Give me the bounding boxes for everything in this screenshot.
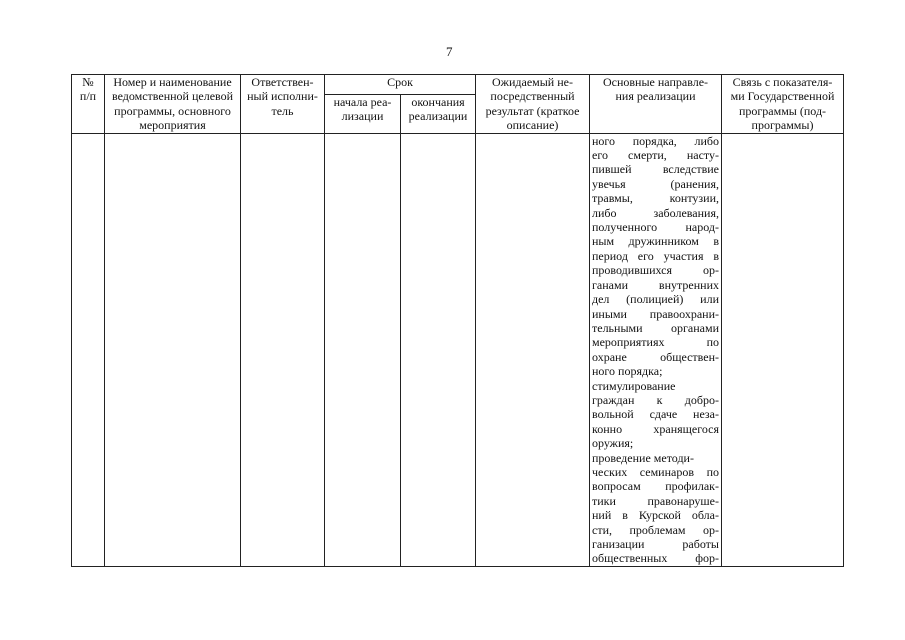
program-table — [71, 74, 844, 567]
directions-line: ганизации работы — [592, 537, 719, 551]
directions-line: конно хранящегося — [592, 421, 719, 436]
cell-term-start — [325, 133, 401, 566]
directions-line: тики правонаруше- — [592, 493, 719, 508]
cell-directions — [590, 133, 722, 566]
directions-line: вольной сдаче неза- — [592, 407, 719, 422]
directions-line: его смерти, насту- — [592, 148, 719, 163]
directions-line: вопросам профилак- — [592, 479, 719, 494]
cell-responsible — [241, 133, 325, 566]
directions-line: мероприятиях по — [592, 335, 719, 350]
directions-line: охране обществен- — [592, 349, 719, 364]
table-row — [72, 133, 844, 566]
header-row-1 — [72, 75, 844, 95]
directions-line: пившей вследствие — [592, 162, 719, 177]
directions-line: проведение методи- — [592, 450, 694, 465]
directions-line: увечья (ранения, — [592, 176, 719, 191]
cell-result — [476, 133, 590, 566]
directions-line: проводившихся ор- — [592, 263, 719, 278]
directions-line: дел (полицией) или — [592, 292, 719, 307]
header-directions: Основные направле- ния реализации — [590, 75, 722, 134]
directions-line: ным дружинником в — [592, 234, 719, 249]
directions-line: сти, проблемам ор- — [592, 522, 719, 537]
header-link: Связь с показателя- ми Государственной программы (под- программы) — [722, 75, 844, 134]
cell-name — [105, 133, 241, 566]
directions-line: иными правоохрани- — [592, 306, 719, 321]
directions-line: граждан к добро- — [592, 392, 719, 407]
directions-line: полученного народ- — [592, 220, 719, 235]
directions-line: ческих семинаров по — [592, 464, 719, 479]
directions-line: ного порядка, либо — [592, 133, 719, 148]
directions-line: стимулирование — [592, 378, 676, 393]
directions-line: ного порядка; — [592, 364, 663, 379]
header-term-start: начала реа- лизации — [325, 94, 401, 133]
header-term-end: окончания реализации — [401, 94, 476, 133]
cell-num — [72, 133, 105, 566]
page-number: 7 — [446, 44, 453, 59]
header-responsible: Ответствен- ный исполни- тель — [241, 75, 325, 134]
directions-line: травмы, контузии, — [592, 191, 719, 206]
cell-term-end — [401, 133, 476, 566]
directions-line: ганами внутренних — [592, 277, 719, 292]
directions-line: период его участия в — [592, 248, 719, 263]
header-result: Ожидаемый не- посредственный результат (краткое описание) — [476, 75, 590, 134]
header-term: Срок — [325, 75, 476, 95]
directions-line: общественных фор- — [592, 551, 719, 566]
directions-line: оружия; — [592, 436, 634, 451]
directions-line: ний в Курской обла- — [592, 508, 719, 523]
directions-line: тельными органами — [592, 320, 719, 335]
header-name: Номер и наименование ведомственной целевой программы, основного мероприятия — [105, 75, 241, 134]
cell-link — [722, 133, 844, 566]
directions-line: либо заболевания, — [592, 205, 719, 220]
header-num: № п/п — [72, 75, 105, 134]
